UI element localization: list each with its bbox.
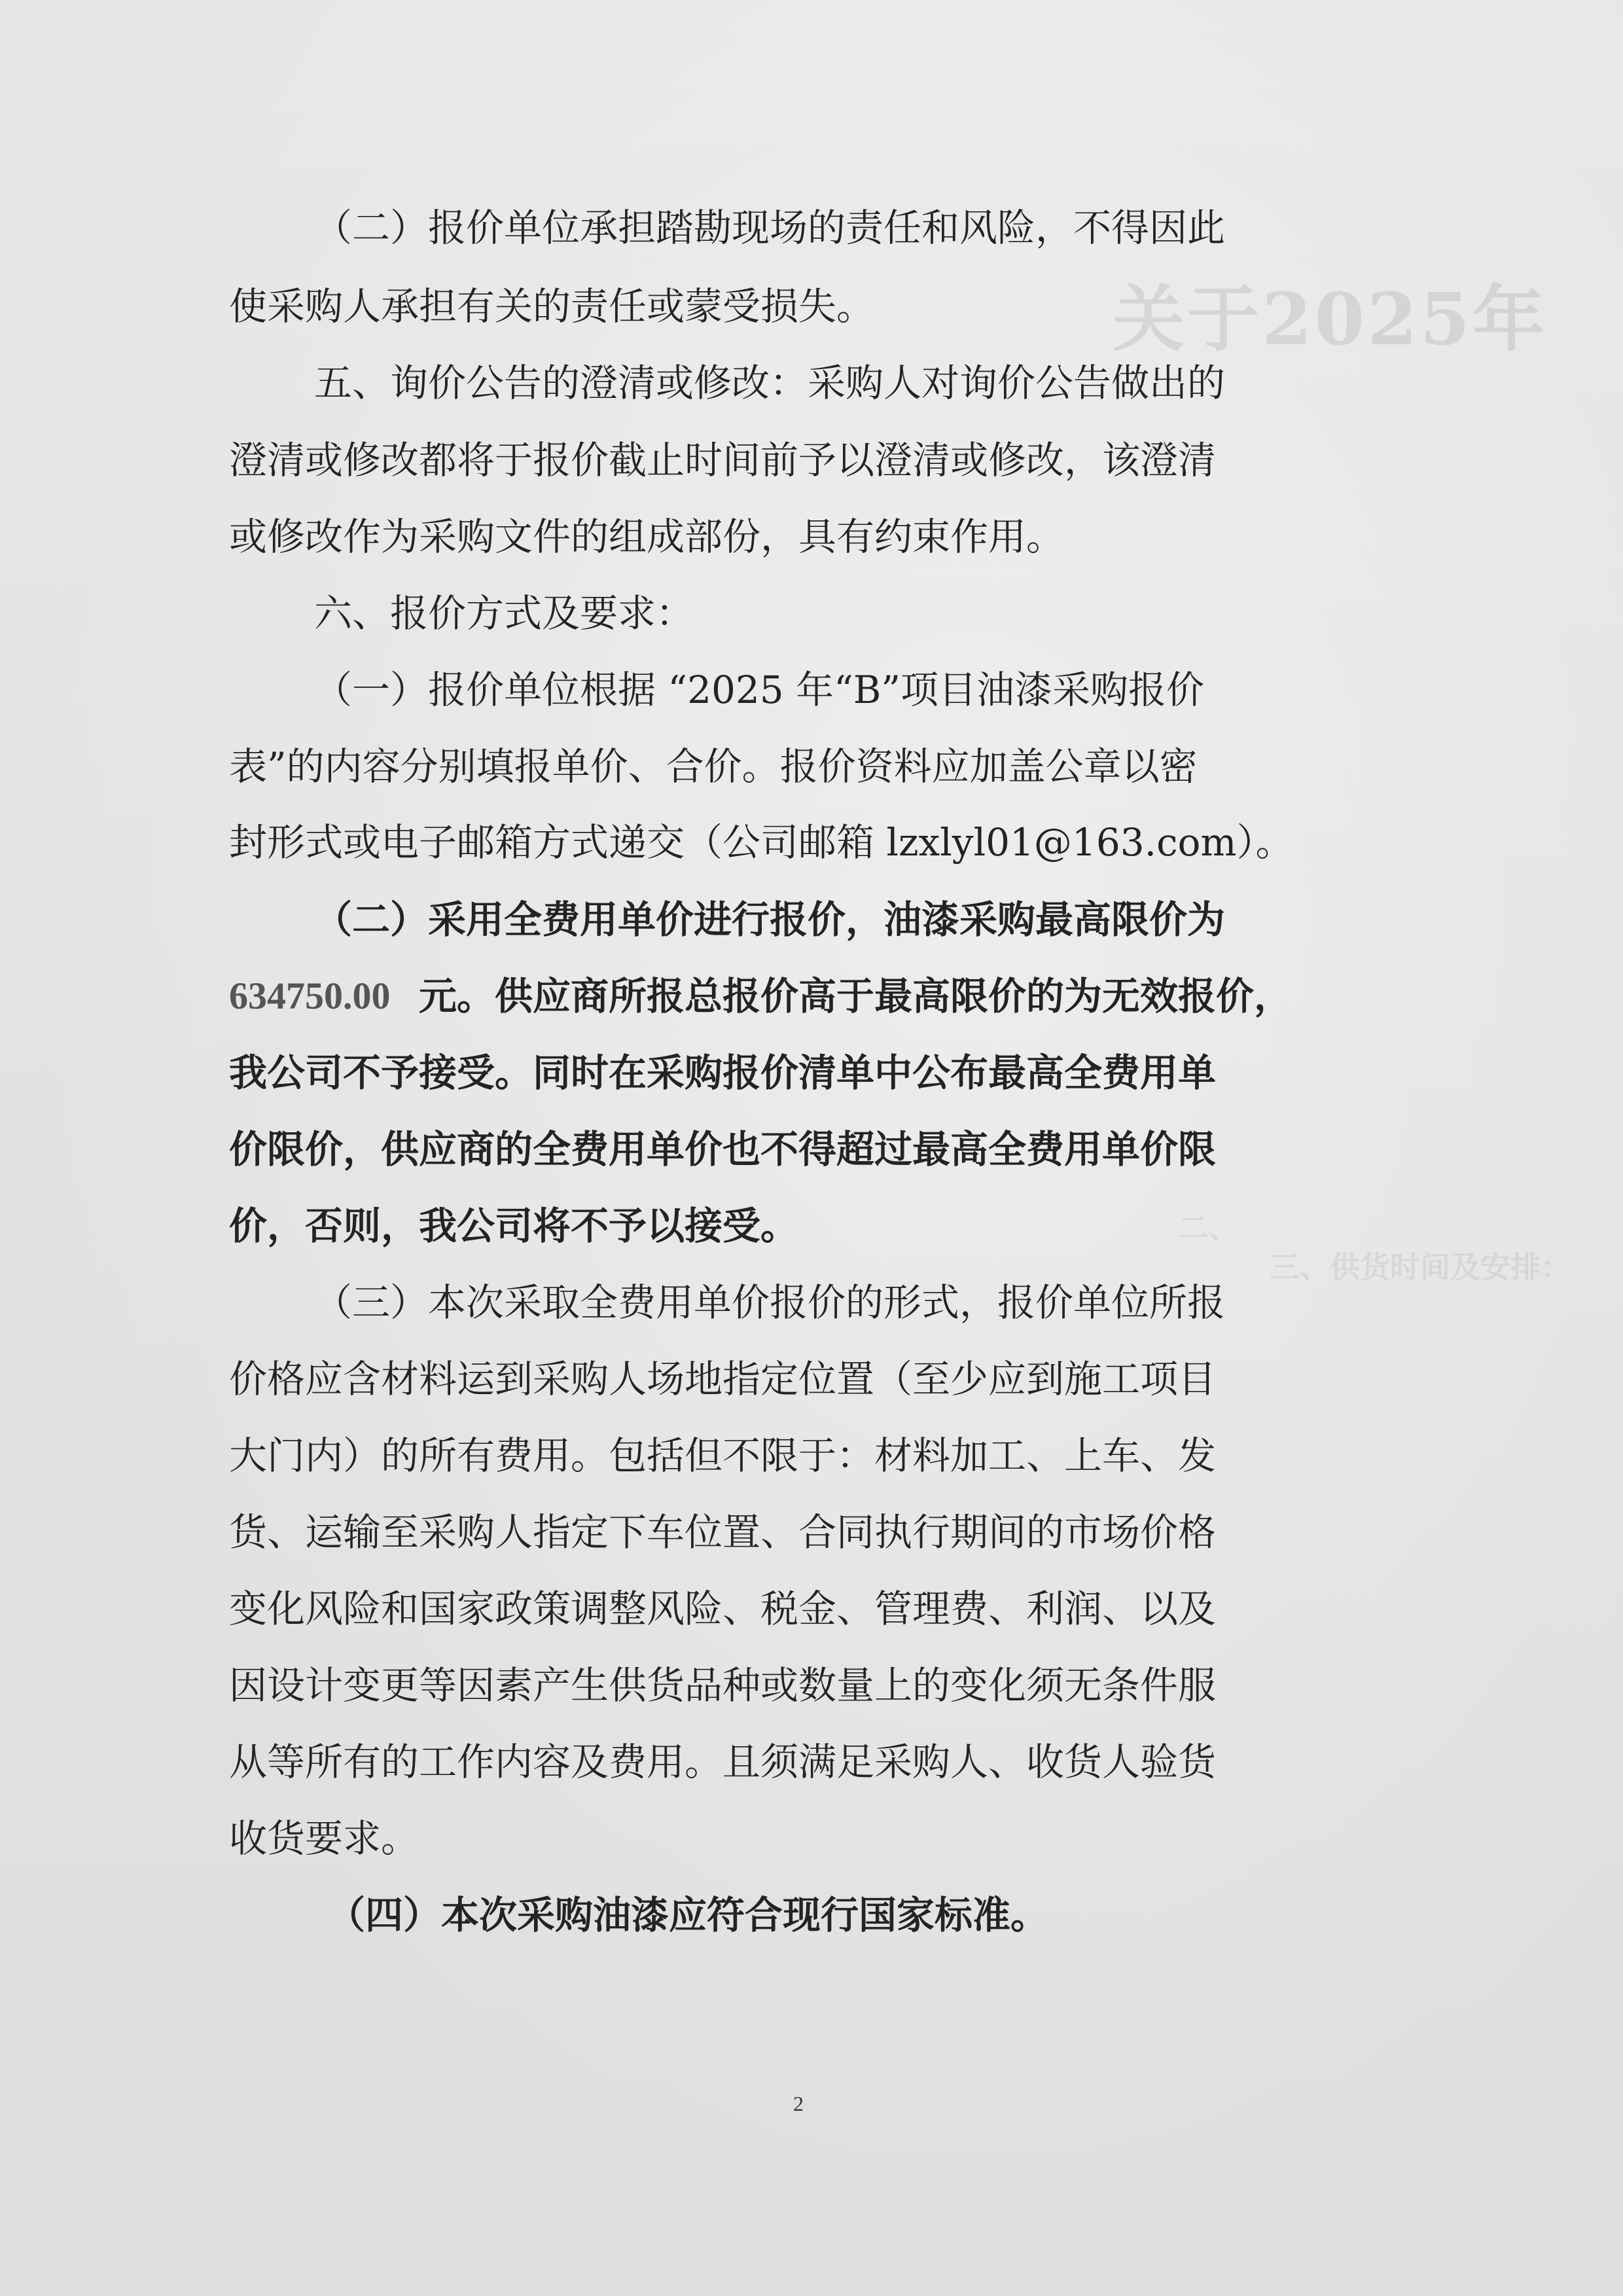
- paragraph-line-bold: [0, 897, 1623, 949]
- paragraph-line: [0, 1509, 1623, 1562]
- section-heading: [0, 590, 1623, 643]
- line-text: 澄清或修改都将于报价截止时间前予以澄清或修改，该澄清: [229, 438, 1217, 482]
- paragraph-line: [0, 1816, 1623, 1868]
- paragraph-line: [0, 514, 1623, 566]
- paragraph-line: [0, 744, 1623, 796]
- line-text: 封形式或电子邮箱方式递交（公司邮箱 lzxlyl01@163.com）。: [229, 820, 1294, 865]
- line-text: （二）报价单位承担踏勘现场的责任和风险，不得因此: [314, 206, 1226, 250]
- line-text: 元。供应商所报总报价高于最高限价的为无效报价，: [419, 974, 1293, 1018]
- page-number: 2: [793, 2092, 804, 2115]
- line-text: （三）本次采取全费用单价报价的形式，报价单位所报: [314, 1280, 1226, 1325]
- line-text: （四）本次采购油漆应符合现行国家标准。: [327, 1893, 1049, 1937]
- paragraph-line: [0, 283, 1623, 336]
- line-text: 收货要求。: [229, 1816, 419, 1861]
- line-text: （二）采用全费用单价进行报价，油漆采购最高限价为: [314, 897, 1226, 942]
- line-text: 货、运输至采购人指定下车位置、合同执行期间的市场价格: [229, 1510, 1217, 1554]
- line-text: 价格应含材料运到采购人场地指定位置（至少应到施工项目: [229, 1357, 1217, 1401]
- paragraph-line: [0, 205, 1623, 257]
- paragraph-line-bold: [0, 1203, 1623, 1255]
- line-text: 我公司不予接受。同时在采购报价清单中公布最高全费用单: [229, 1050, 1217, 1095]
- line-text: 六、报价方式及要求：: [314, 591, 694, 636]
- bleed-through-text: 二、: [1178, 1210, 1238, 1246]
- line-text: 价，否则，我公司将不予以接受。: [229, 1204, 799, 1248]
- paragraph-line: [0, 1739, 1623, 1791]
- paragraph-line: [0, 437, 1623, 490]
- bleed-through-text: 三、供货时间及安排：: [1270, 1249, 1571, 1285]
- line-text: 变化风险和国家政策调整风险、税金、管理费、利润、以及: [229, 1587, 1217, 1631]
- paragraph-line: [0, 819, 1623, 872]
- paragraph-line-bold: [0, 973, 1623, 1026]
- bleed-through-title: 关于2025年: [1113, 277, 1548, 361]
- paragraph-line: [0, 1662, 1623, 1715]
- line-text: 五、询价公告的澄清或修改：采购人对询价公告做出的: [314, 361, 1226, 405]
- line-text: 价限价，供应商的全费用单价也不得超过最高全费用单价限: [229, 1127, 1217, 1172]
- line-text: （一）报价单位根据 “2025 年“B”项目油漆采购报价: [314, 668, 1205, 712]
- paragraph-line: [0, 1356, 1623, 1408]
- paragraph-line-bold: [0, 1892, 1623, 1945]
- line-text: 表”的内容分别填报单价、合价。报价资料应加盖公章以密: [229, 744, 1198, 789]
- line-text: 从等所有的工作内容及费用。且须满足采购人、收货人验货: [229, 1740, 1217, 1784]
- line-text: 因设计变更等因素产生供货品种或数量上的变化须无条件服: [229, 1663, 1217, 1708]
- paragraph-line: [0, 360, 1623, 412]
- line-text: 或修改作为采购文件的组成部份，具有约束作用。: [229, 514, 1065, 559]
- paragraph-line: [0, 1433, 1623, 1485]
- line-text: 使采购人承担有关的责任或蒙受损失。: [229, 284, 875, 329]
- paragraph-line-bold: [0, 1126, 1623, 1179]
- paragraph-line-bold: [0, 1050, 1623, 1102]
- price-cap-value: 634750.00: [229, 975, 391, 1017]
- paragraph-line: [0, 1280, 1623, 1332]
- paragraph-line: [0, 667, 1623, 719]
- line-text: 大门内）的所有费用。包括但不限于：材料加工、上车、发: [229, 1433, 1217, 1478]
- paragraph-line: [0, 1586, 1623, 1638]
